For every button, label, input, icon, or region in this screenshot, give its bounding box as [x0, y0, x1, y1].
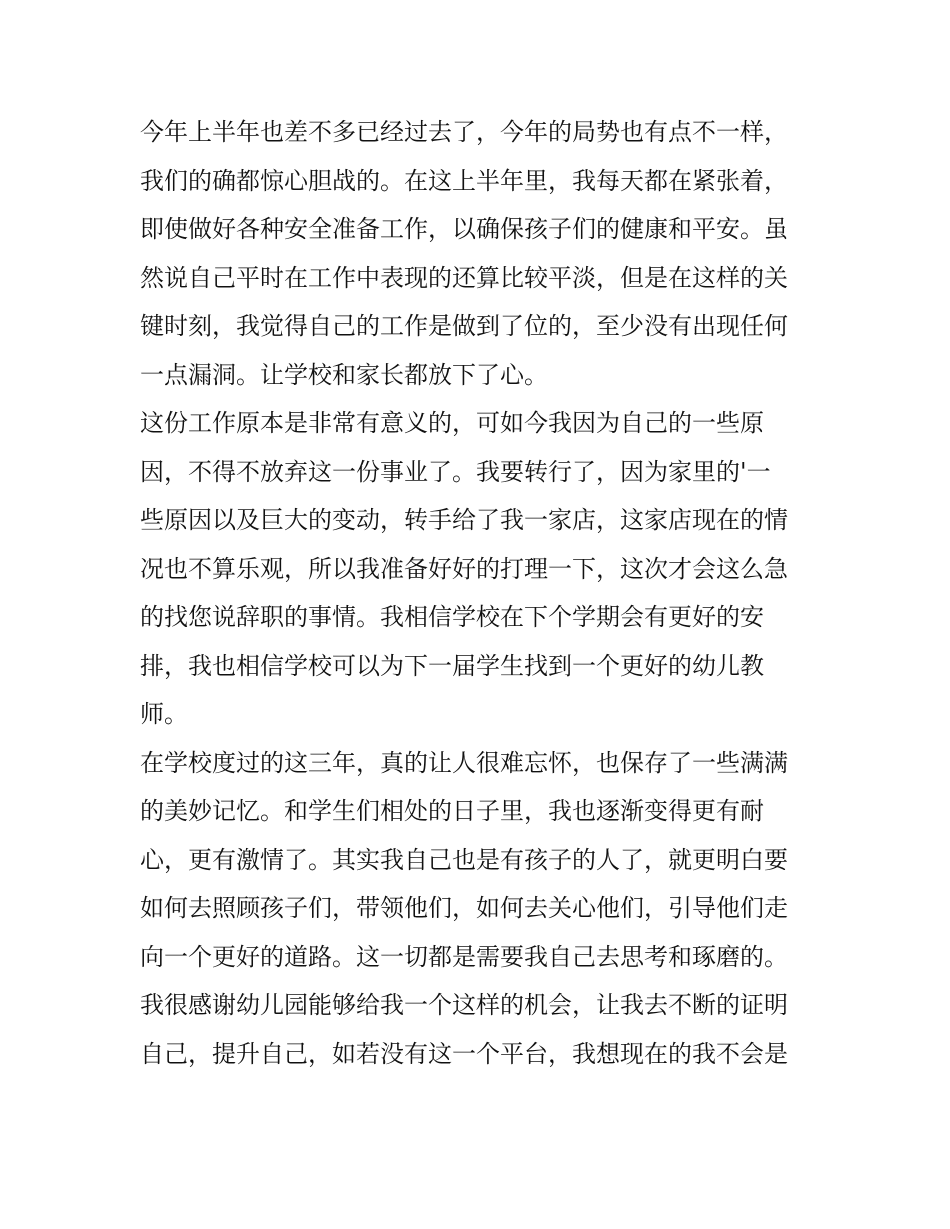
- text-line: 如何去照顾孩子们，带领他们，如何去关心他们，引导他们走: [140, 894, 788, 922]
- text-line: 因，不得不放弃这一份事业了。我要转行了，因为家里的'一: [140, 457, 771, 486]
- text-line: 些原因以及巨大的变动，转手给了我一家店，这家店现在的情: [140, 506, 788, 534]
- text-line: 我们的确都惊心胆战的。在这上半年里，我每天都在紧张着，: [140, 166, 788, 195]
- text-line: 心，更有激情了。其实我自己也是有孩子的人了，就更明白要: [140, 845, 788, 874]
- text-line: 一点漏洞。让学校和家长都放下了心。: [140, 360, 548, 389]
- text-line: 排，我也相信学校可以为下一届学生找到一个更好的幼儿教: [140, 651, 764, 680]
- text-line: 然说自己平时在工作中表现的还算比较平淡，但是在这样的关: [140, 263, 788, 292]
- text-line: 键时刻，我觉得自己的工作是做到了位的，至少没有出现任何: [140, 312, 788, 340]
- text-line: 的美妙记忆。和学生们相处的日子里，我也逐渐变得更有耐: [140, 797, 764, 825]
- text-line: 师。: [140, 700, 188, 728]
- document-body: [140, 108, 820, 1078]
- text-line: 今年上半年也差不多已经过去了，今年的局势也有点不一样，: [140, 118, 788, 146]
- text-line: 的找您说辞职的事情。我相信学校在下个学期会有更好的安: [140, 603, 764, 631]
- text-line: 况也不算乐观，所以我准备好好的打理一下，这次才会这么急: [140, 554, 788, 583]
- text-line: 我很感谢幼儿园能够给我一个这样的机会，让我去不断的证明: [140, 991, 788, 1019]
- text-line: 自己，提升自己，如若没有这一个平台，我想现在的我不会是: [140, 1039, 788, 1068]
- text-line: 即使做好各种安全准备工作，以确保孩子们的健康和平安。虽: [140, 215, 788, 243]
- text-line: 在学校度过的这三年，真的让人很难忘怀，也保存了一些满满: [140, 748, 788, 777]
- text-line: 这份工作原本是非常有意义的，可如今我因为自己的一些原: [140, 409, 764, 437]
- text-line: 向一个更好的道路。这一切都是需要我自己去思考和琢磨的。: [140, 942, 788, 971]
